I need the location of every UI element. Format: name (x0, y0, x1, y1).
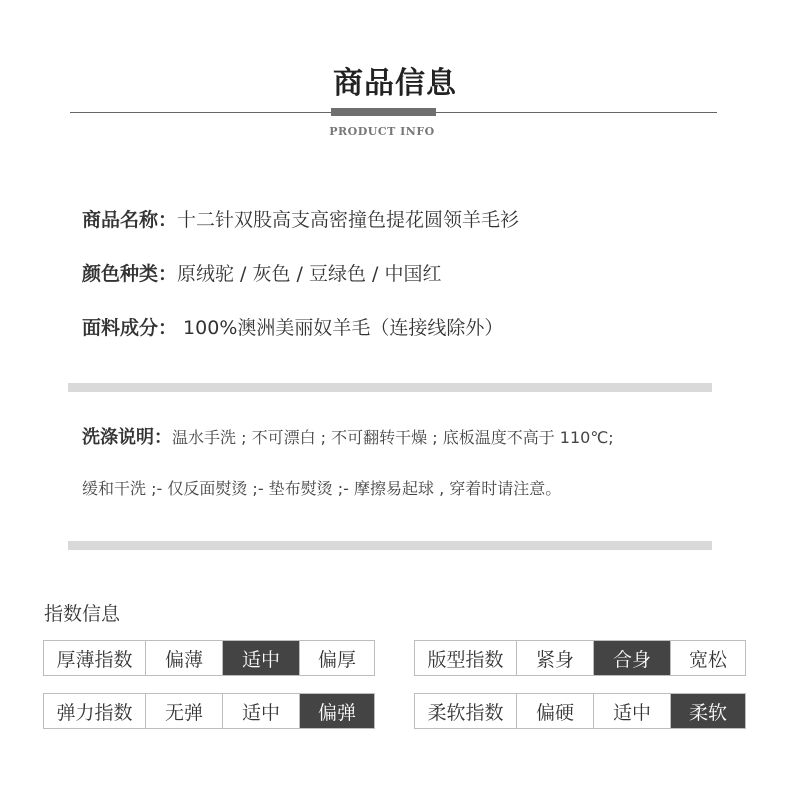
info-colors (82, 259, 441, 286)
divider-bar-top (68, 383, 712, 392)
index-option: 偏薄 (145, 641, 222, 675)
index-option: 紧身 (516, 641, 593, 675)
care-key: 洗涤说明： (82, 427, 172, 448)
index-option-selected: 柔软 (670, 694, 745, 728)
info-key: 商品名称： (82, 209, 178, 231)
page-subtitle: PRODUCT INFO (329, 125, 435, 138)
info-key: 颜色种类： (82, 263, 178, 285)
index-table-fit (414, 640, 746, 676)
index-option: 无弹 (145, 694, 222, 728)
page-title: 商品信息 (333, 66, 457, 101)
index-option-selected: 合身 (593, 641, 670, 675)
index-label: 厚薄指数 (56, 648, 133, 671)
info-value: 原绒驼 / 灰色 / 豆绿色 / 中国红 (177, 263, 442, 285)
index-label: 柔软指数 (427, 701, 504, 724)
index-table-elasticity (43, 693, 375, 729)
index-label: 版型指数 (427, 648, 504, 671)
title-rule-accent (331, 108, 436, 116)
info-value: 十二针双股高支高密撞色提花圆领羊毛衫 (177, 209, 520, 231)
index-option: 适中 (593, 694, 670, 728)
index-option-selected: 偏弹 (299, 694, 374, 728)
divider-bar-bottom (68, 541, 712, 550)
care-line-2 (82, 476, 561, 499)
index-table-softness (414, 693, 746, 729)
index-option: 适中 (222, 694, 299, 728)
index-label: 弹力指数 (56, 701, 133, 724)
index-option: 宽松 (670, 641, 745, 675)
care-text-1: 温水手洗 ; 不可漂白 ; 不可翻转干燥 ; 底板温度不高于 110℃; (172, 428, 614, 447)
index-option-selected: 适中 (222, 641, 299, 675)
index-option: 偏厚 (299, 641, 374, 675)
index-option: 偏硬 (516, 694, 593, 728)
index-title: 指数信息 (44, 603, 121, 625)
info-value: 100%澳洲美丽奴羊毛（连接线除外） (177, 317, 504, 339)
info-product-name (82, 205, 519, 232)
care-line-1 (82, 423, 614, 449)
care-text-2: 缓和干洗 ;- 仅反面熨烫 ;- 垫布熨烫 ;- 摩擦易起球 , 穿着时请注意。 (82, 479, 562, 498)
info-material (82, 313, 503, 340)
info-key: 面料成分： (82, 317, 178, 339)
index-table-thickness (43, 640, 375, 676)
